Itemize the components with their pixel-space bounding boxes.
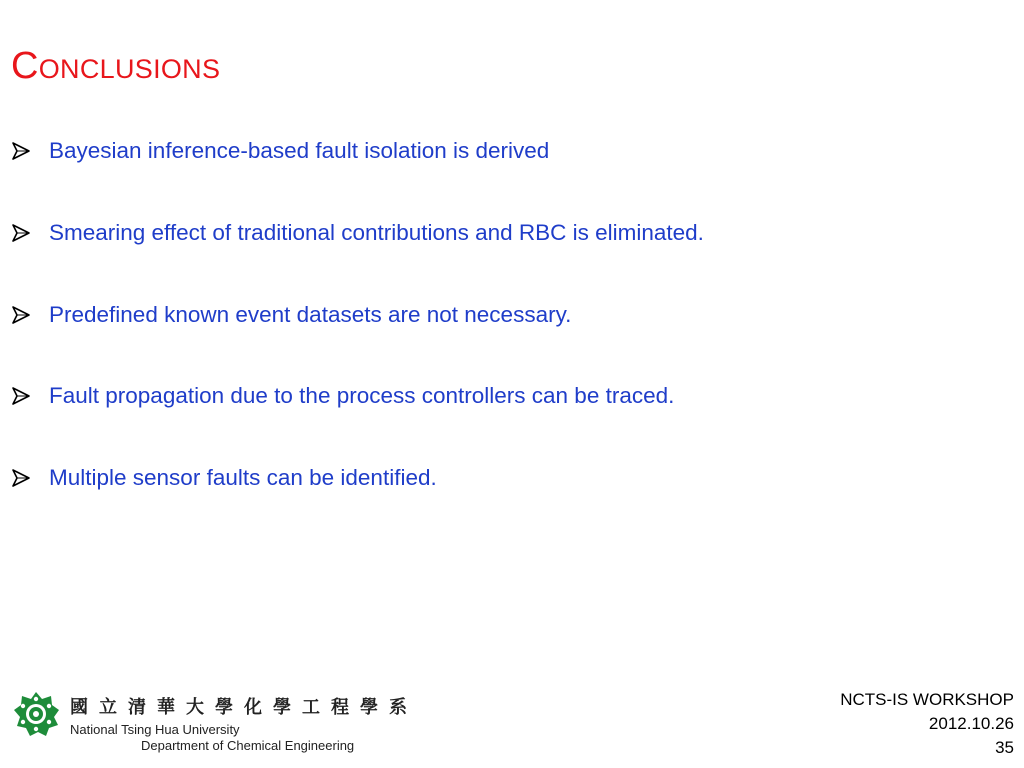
- organization-block: [70, 697, 418, 754]
- arrow-bullet-icon: [10, 467, 32, 489]
- arrow-bullet-icon: [10, 222, 32, 244]
- bullet-item: [10, 300, 571, 330]
- organization-chinese-name: 國立清華大學化學工程學系: [70, 697, 418, 718]
- arrow-bullet-icon: [10, 304, 32, 326]
- bullet-item: [10, 218, 704, 248]
- bullet-item: [10, 381, 674, 411]
- university-name: National Tsing Hua University: [70, 722, 240, 737]
- arrow-bullet-icon: [10, 385, 32, 407]
- bullet-text: Fault propagation due to the process controllers can be traced.: [49, 383, 675, 408]
- arrow-bullet-icon: [10, 140, 32, 162]
- bullet-item: [10, 136, 549, 166]
- bullet-item: [10, 463, 437, 493]
- event-date: 2012.10.26: [928, 714, 1014, 733]
- bullet-text: Smearing effect of traditional contributions and RBC is eliminated.: [49, 220, 704, 245]
- event-name: NCTS-IS WORKSHOP: [840, 690, 1014, 709]
- slide-title: Conclusions: [11, 45, 221, 87]
- bullet-text: Predefined known event datasets are not necessary.: [49, 302, 572, 327]
- bullet-text: Multiple sensor faults can be identified.: [49, 465, 437, 490]
- department-name: Department of Chemical Engineering: [141, 738, 355, 753]
- page-number: 35: [995, 738, 1014, 757]
- university-logo-icon: [12, 690, 60, 738]
- bullet-text: Bayesian inference-based fault isolation is derived: [49, 138, 550, 163]
- footer-info: [840, 688, 1014, 760]
